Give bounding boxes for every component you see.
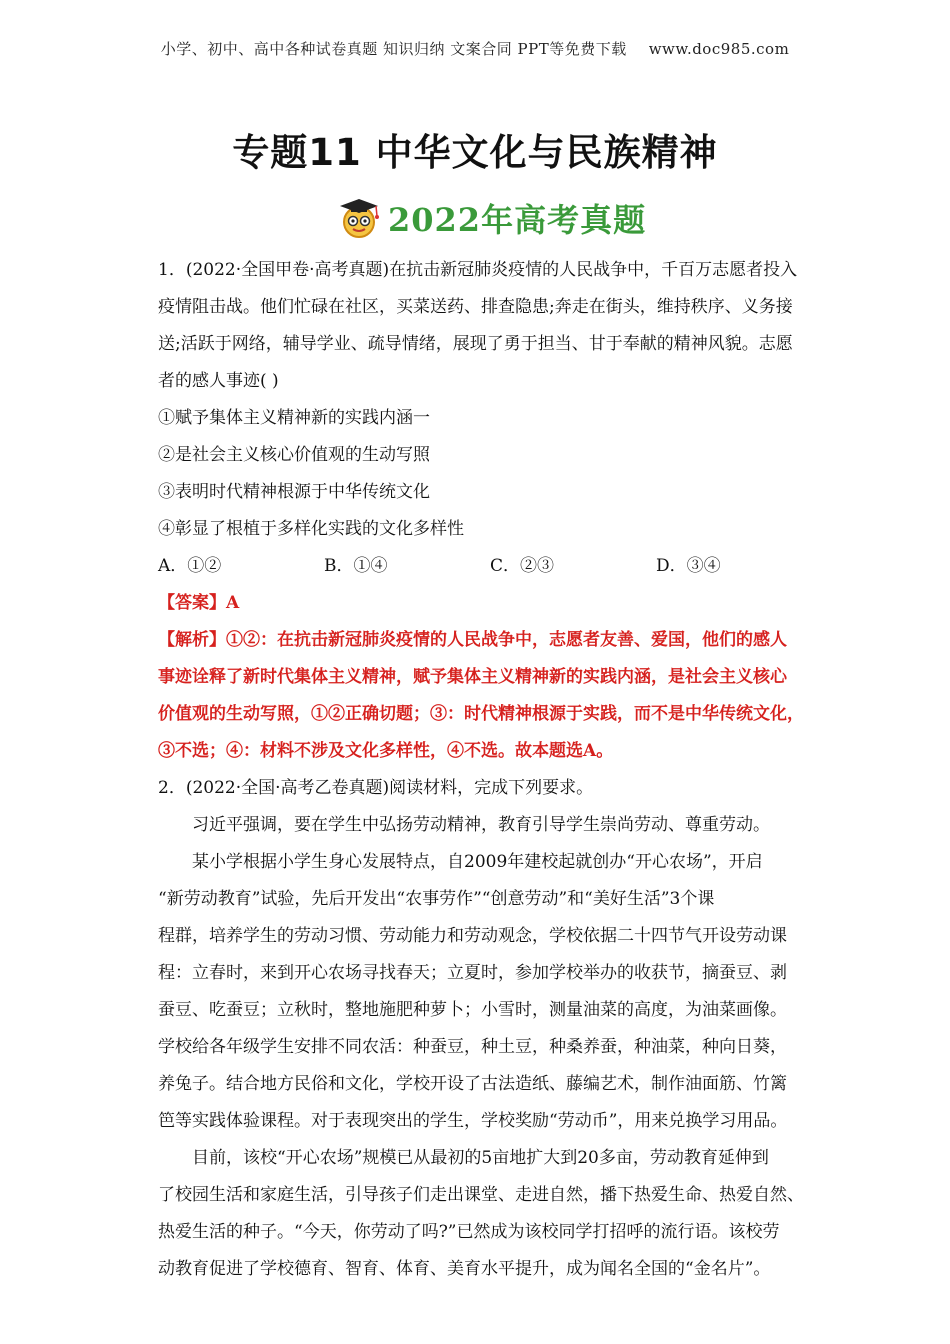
banner bbox=[336, 190, 646, 246]
q1-analysis-line bbox=[158, 622, 798, 659]
q2-para2-line: 程：立春时，来到开心农场寻找春天；立夏时，参加学校举办的收获节，摘蚕豆、剥 bbox=[158, 963, 787, 983]
answer-value: A bbox=[226, 593, 240, 613]
scholar-mascot-icon bbox=[336, 195, 382, 241]
analysis-label: 【解析】 bbox=[158, 630, 226, 650]
q1-item: ③表明时代精神根源于中华传统文化 bbox=[158, 482, 430, 502]
q2-para2-line: 笆等实践体验课程。对于表现突出的学生，学校奖励“劳动币”，用来兑换学习用品。 bbox=[158, 1111, 788, 1131]
q1-option-c: C．②③ bbox=[490, 556, 555, 576]
q1-analysis-line: ③不选；④：材料不涉及文化多样性，④不选。故本题选A。 bbox=[158, 741, 614, 761]
q1-line: 疫情阻击战。他们忙碌在社区，买菜送药、排查隐患;奔走在街头，维持秩序、义务接 bbox=[158, 297, 793, 317]
q2-para2-line: 蚕豆、吃蚕豆；立秋时，整地施肥种萝卜；小雪时，测量油菜的高度，为油菜画像。 bbox=[158, 1000, 787, 1020]
q1-answer bbox=[158, 585, 798, 622]
q1-line: 送;活跃于网络，辅导学业、疏导情绪，展现了勇于担当、甘于奉献的精神风貌。志愿 bbox=[158, 334, 793, 354]
q1-option-d: D．③④ bbox=[656, 556, 721, 576]
q2-para1: 习近平强调，要在学生中弘扬劳动精神，教育引导学生崇尚劳动、尊重劳动。 bbox=[192, 815, 770, 835]
q1-item: ①赋予集体主义精神新的实践内涵一 bbox=[158, 408, 430, 428]
question-2 bbox=[158, 770, 804, 1288]
q1-analysis-line: 价值观的生动写照，①②正确切题；③：时代精神根源于实践，而不是中华传统文化， bbox=[158, 704, 804, 724]
q2-para2-line: 养兔子。结合地方民俗和文化，学校开设了古法造纸、藤编艺术，制作油面筋、竹篱 bbox=[158, 1074, 787, 1094]
q2-para3-line: 动教育促进了学校德育、智育、体育、美育水平提升，成为闻名全国的“金名片”。 bbox=[158, 1259, 771, 1279]
q1-line: 1．(2022·全国甲卷·高考真题)在抗击新冠肺炎疫情的人民战争中，千百万志愿者投入 bbox=[158, 260, 798, 280]
q1-line: 者的感人事迹( ) bbox=[158, 371, 279, 391]
q1-option-b: B．①④ bbox=[324, 556, 388, 576]
header-left-text: 小学、初中、高中各种试卷真题 知识归纳 文案合同 PPT等免费下载 bbox=[160, 40, 627, 58]
answer-label: 【答案】 bbox=[158, 593, 226, 613]
question-1 bbox=[158, 252, 804, 770]
q2-para2-line: “新劳动教育”试验，先后开发出“农事劳作”“创意劳动”和“美好生活”3个课 bbox=[158, 889, 715, 909]
q2-head: 2．(2022·全国·高考乙卷真题)阅读材料，完成下列要求。 bbox=[158, 778, 594, 798]
header-url: www.doc985.com bbox=[648, 40, 790, 58]
document-body bbox=[158, 252, 804, 1288]
q2-para3-line: 了校园生活和家庭生活，引导孩子们走出课堂、走进自然，播下热爱生命、热爱自然、 bbox=[158, 1185, 804, 1205]
q1-analysis-line: 事迹诠释了新时代集体主义精神，赋予集体主义精神新的实践内涵，是社会主义核心 bbox=[158, 667, 787, 687]
q1-option-a: A．①② bbox=[158, 556, 222, 576]
q2-para2-line: 某小学根据小学生身心发展特点，自2009年建校起就创办“开心农场”，开启 bbox=[192, 852, 763, 872]
q2-para3-line: 热爱生活的种子。“今天，你劳动了吗?”已然成为该校同学打招呼的流行语。该校劳 bbox=[158, 1222, 780, 1242]
q2-para2-line: 学校给各年级学生安排不同农活：种蚕豆，种土豆，种桑养蚕，种油菜，种向日葵， bbox=[158, 1037, 787, 1057]
q1-options bbox=[158, 548, 798, 585]
q1-item: ④彰显了根植于多样化实践的文化多样性 bbox=[158, 519, 464, 539]
analysis-text: ①②：在抗击新冠肺炎疫情的人民战争中，志愿者友善、爱国，他们的感人 bbox=[226, 630, 787, 650]
page-header bbox=[0, 38, 950, 59]
page-title: 专题11 中华文化与民族精神 bbox=[232, 131, 718, 174]
q1-item: ②是社会主义核心价值观的生动写照 bbox=[158, 445, 430, 465]
q2-para3-line: 目前，该校“开心农场”规模已从最初的5亩地扩大到20多亩，劳动教育延伸到 bbox=[192, 1148, 769, 1168]
q2-para2-line: 程群，培养学生的劳动习惯、劳动能力和劳动观念，学校依据二十四节气开设劳动课 bbox=[158, 926, 787, 946]
banner-text: 2022年高考真题 bbox=[388, 201, 647, 239]
